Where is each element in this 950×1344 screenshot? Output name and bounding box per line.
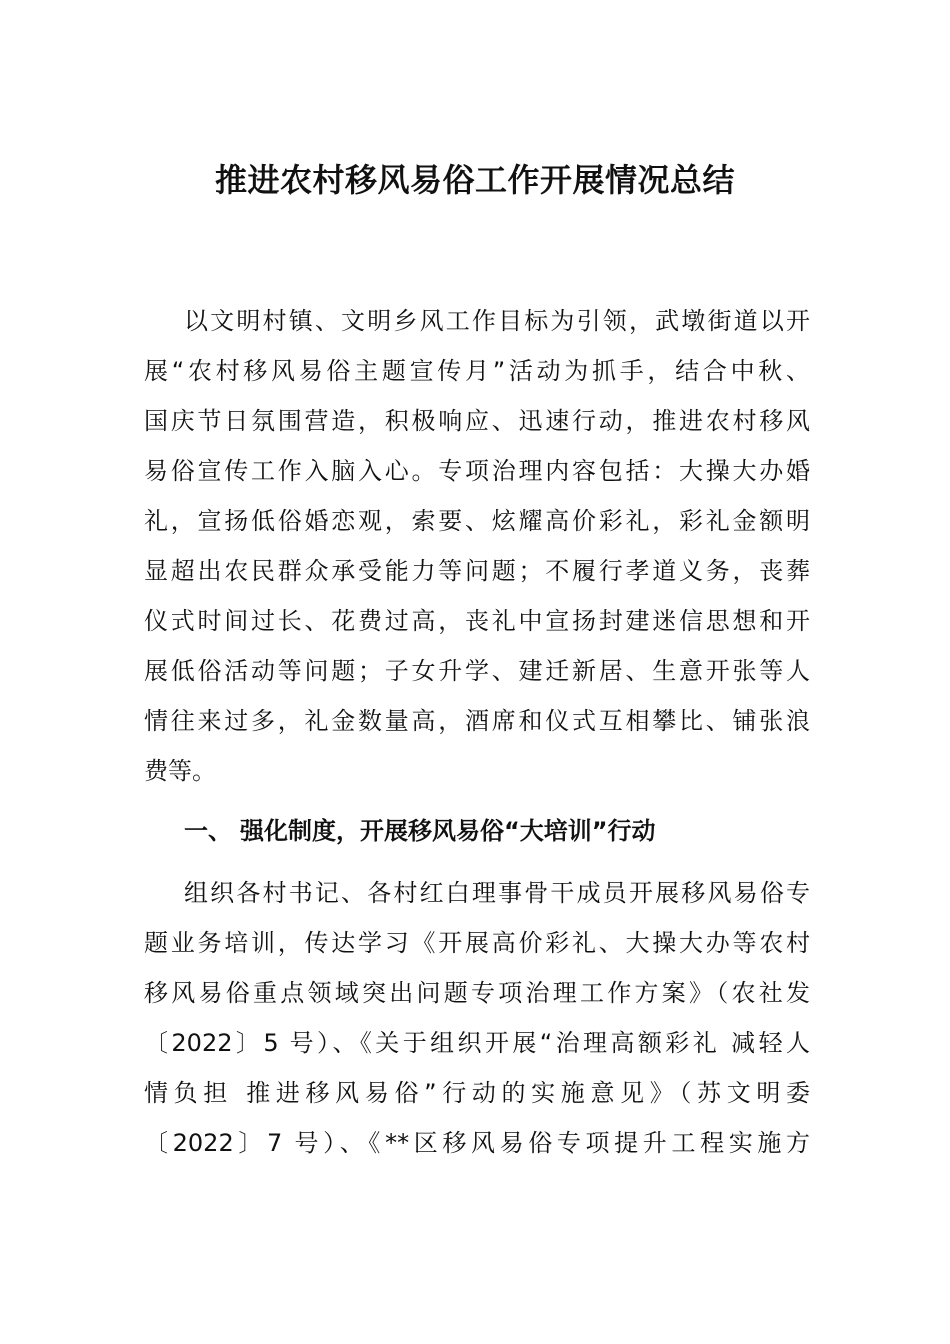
- text-line: 易俗宣传工作入脑入心。专项治理内容包括：大操大办婚: [144, 457, 810, 485]
- text-line: 显超出农民群众承受能力等问题；不履行孝道义务，丧葬: [144, 557, 810, 585]
- section-heading: [184, 806, 656, 856]
- intro-paragraph: [144, 296, 810, 796]
- section-heading-text: 强化制度，开展移风易俗“大培训”行动: [240, 817, 656, 845]
- text-line: 移风易俗重点领域突出问题专项治理工作方案》（农社发: [144, 979, 810, 1007]
- document-title: 推进农村移风易俗工作开展情况总结: [214, 161, 735, 199]
- text-line: 仪式时间过长、花费过高，丧礼中宣扬封建迷信思想和开: [144, 607, 810, 635]
- text-line: 〔2022〕5 号）、《关于组织开展“治理高额彩礼 减轻人: [144, 1029, 810, 1057]
- text-line: 礼，宣扬低俗婚恋观，索要、炫耀高价彩礼，彩礼金额明: [144, 507, 810, 535]
- text-line: 题业务培训，传达学习《开展高价彩礼、大操大办等农村: [144, 929, 810, 957]
- text-line: 情负担 推进移风易俗”行动的实施意见》（苏文明委: [144, 1079, 810, 1107]
- section-paragraph: [144, 868, 810, 1168]
- text-line: 展低俗活动等问题；子女升学、建迁新居、生意开张等人: [144, 657, 810, 685]
- text-line: 情往来过多，礼金数量高，酒席和仪式互相攀比、铺张浪: [144, 707, 810, 735]
- text-line: 展“农村移风易俗主题宣传月”活动为抓手，结合中秋、: [144, 357, 810, 385]
- text-line: 国庆节日氛围营造，积极响应、迅速行动，推进农村移风: [144, 407, 810, 435]
- text-line: 费等。: [144, 757, 216, 785]
- text-line: 组织各村书记、各村红白理事骨干成员开展移风易俗专: [184, 879, 810, 907]
- text-line: 〔2022〕7 号）、《**区移风易俗专项提升工程实施方: [144, 1129, 810, 1157]
- section-number: 一、: [184, 817, 232, 845]
- text-line: 以文明村镇、文明乡风工作目标为引领，武墩街道以开: [184, 307, 810, 335]
